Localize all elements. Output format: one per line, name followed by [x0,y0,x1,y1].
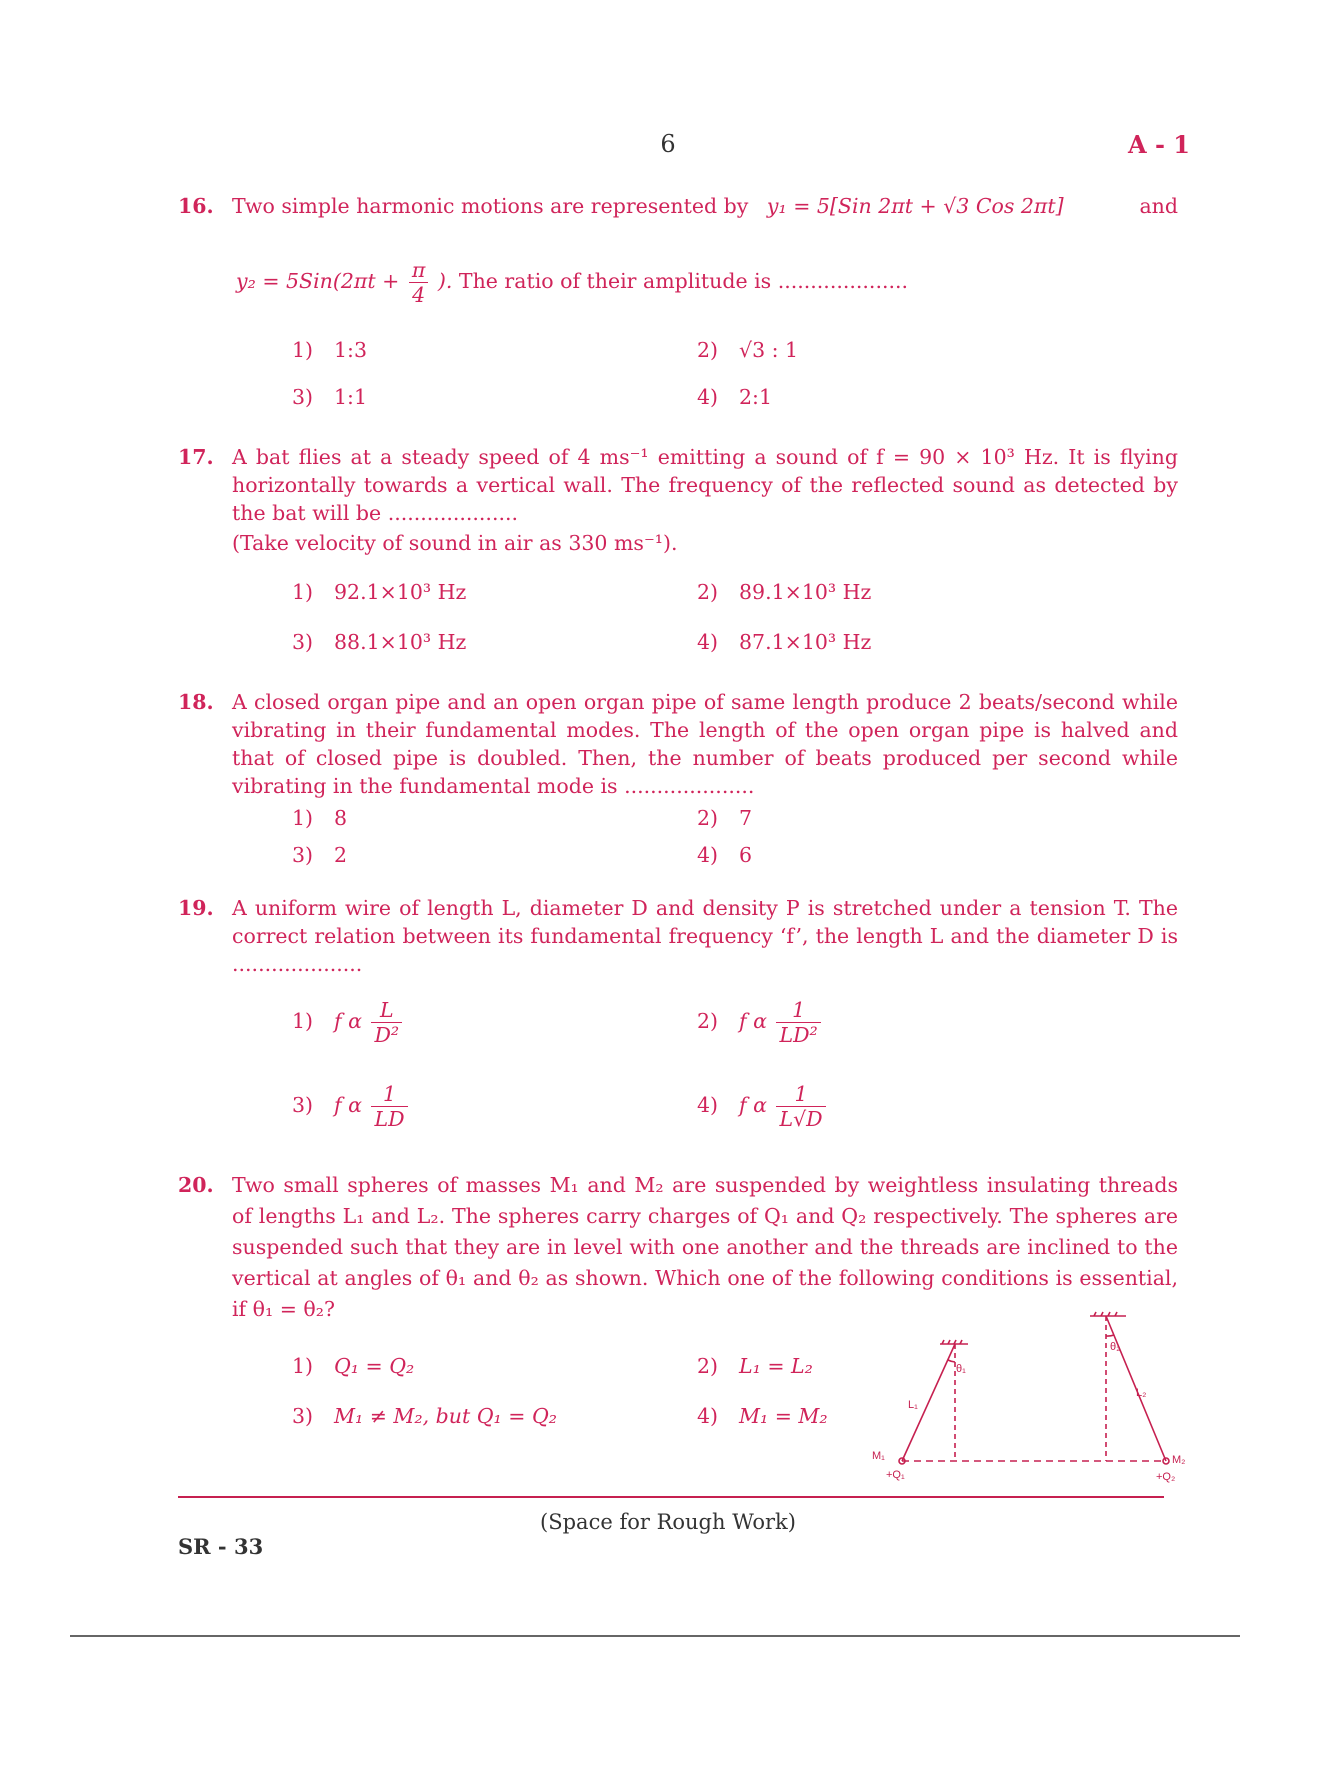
option-2[interactable]: 2) L₁ = L₂ [697,1354,813,1378]
option-3[interactable]: 3) 2 [292,843,348,867]
equation-y2-end: ). [437,269,453,293]
label-m1: M₁ [872,1450,885,1462]
frac-numerator: π [411,258,426,282]
equation-y2-start: y₂ = 5Sin(2πt + [236,269,400,293]
option-1[interactable]: 1) 8 [292,806,348,830]
option-2[interactable]: 2) √3 : 1 [697,338,799,362]
label-q2: +Q₂ [1156,1471,1176,1483]
question-18 [178,688,1178,800]
pi-over-4 [409,258,428,307]
option-4[interactable]: 4) M₁ = M₂ [697,1404,828,1428]
question-text: The ratio of their amplitude is .................... [458,269,909,293]
option-4[interactable]: 4) 2:1 [697,385,772,409]
question-number: 20. [178,1173,214,1197]
option-1[interactable]: 1) f α $\frac{L}{\text{D²}}$ [292,998,405,1047]
label-l2: L₂ [1136,1387,1147,1399]
series-code: A - 1 [1128,130,1190,159]
option-2[interactable]: 2) 89.1×10³ Hz [697,580,872,604]
label-m2: M₂ [1172,1454,1186,1466]
question-number: 16. [178,194,214,218]
question-16 [178,192,1178,220]
question-number: 17. [178,445,214,469]
option-4[interactable]: 4) 6 [697,843,753,867]
angle-arc-right [1106,1335,1114,1336]
option-4[interactable]: 4) 87.1×10³ Hz [697,630,872,654]
question-text: Two simple harmonic motions are represented by [232,194,749,218]
equation-y1: y₁ = 5[Sin 2πt + √3 Cos 2πt] [766,194,1064,218]
conjunction: and [1139,194,1178,218]
question-text: A closed organ pipe and an open organ pipe of same length produce 2 beats/second while vibrating in their fundamental modes. The length of the open organ pipe is halved and that of closed pipe is doubled. Then, the number of beats produced per second while vibrating in the fundamental mode is .................... [232,690,1178,798]
label-theta1: θ₁ [956,1363,966,1375]
option-2[interactable]: 2) 7 [697,806,753,830]
label-l1: L₁ [908,1399,918,1411]
question-text: A bat flies at a steady speed of 4 ms⁻¹ emitting a sound of f = 90 × 10³ Hz. It is flying horizontally towards a vertical wall. The frequency of the reflected sound as detected by the bat will be .................... [232,445,1178,525]
question-number: 18. [178,690,214,714]
question-text: A uniform wire of length L, diameter D and density P is stretched under a tension T. The correct relation between its fundamental frequency ‘f’, the length L and the diameter D is .................... [232,896,1178,976]
question-16-eq2 [236,258,936,307]
option-3[interactable]: 3) 1:1 [292,385,367,409]
question-note: (Take velocity of sound in air as 330 ms⁻¹). [232,531,678,555]
angle-arc-left [948,1360,955,1362]
page-number: 6 [660,130,676,158]
bottom-divider [70,1635,1240,1637]
paper-code: SR - 33 [178,1534,264,1559]
question-text: Two small spheres of masses M₁ and M₂ are suspended by weightless insulating threads of lengths L₁ and L₂. The spheres carry charges of Q₁ and Q₂ respectively. The spheres are suspended such that they are in level with one another and the threads are inclined to the vertical at angles of θ₁ and θ₂ as shown. Which one of the following conditions is essential, if θ₁ = θ₂? [232,1173,1178,1321]
footer-rule [178,1496,1164,1498]
option-3[interactable]: 3) 88.1×10³ Hz [292,630,467,654]
option-3[interactable]: 3) M₁ ≠ M₂, but Q₁ = Q₂ [292,1404,557,1428]
label-q1: +Q₁ [886,1469,905,1481]
option-1[interactable]: 1) Q₁ = Q₂ [292,1354,415,1378]
option-1[interactable]: 1) 1:3 [292,338,367,362]
question-number: 19. [178,896,214,920]
option-1[interactable]: 1) 92.1×10³ Hz [292,580,467,604]
suspended-spheres-diagram [860,1296,1186,1496]
question-19 [178,894,1178,978]
label-theta2: θ₂ [1110,1341,1121,1353]
option-2[interactable]: 2) f α $\frac{1}{\text{LD²}}$ [697,998,824,1047]
question-17 [178,443,1178,557]
rough-work-label: (Space for Rough Work) [540,1510,796,1534]
option-3[interactable]: 3) f α $\frac{1}{LD}$ [292,1082,411,1131]
frac-denominator: 4 [409,282,428,307]
option-4[interactable]: 4) f α $\frac{1}{L√D}$ [697,1082,829,1131]
